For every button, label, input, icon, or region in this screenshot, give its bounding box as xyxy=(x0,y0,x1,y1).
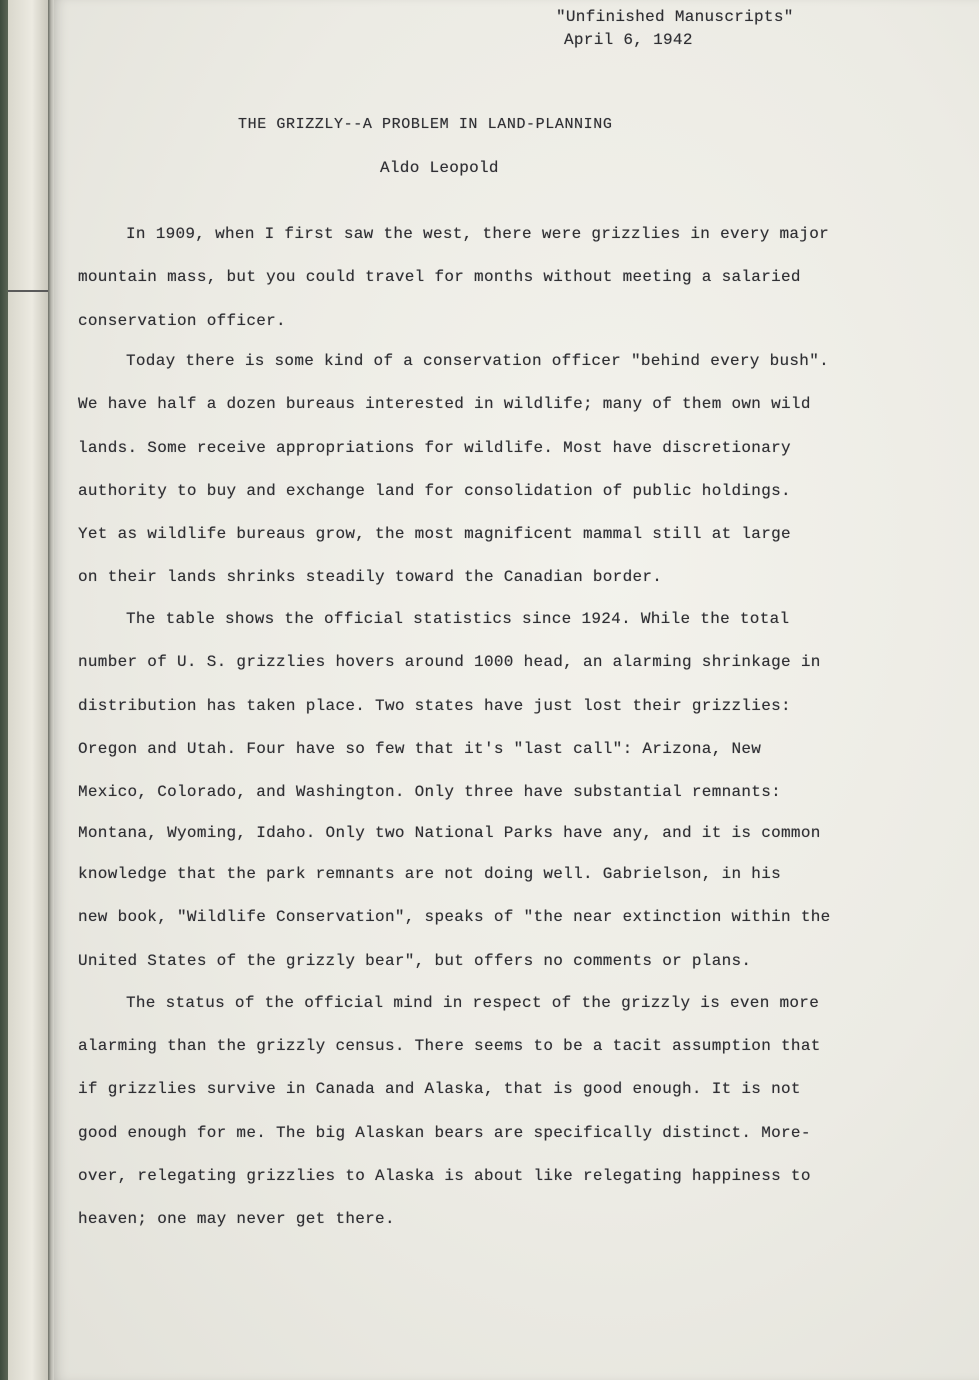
text-line: mountain mass, but you could travel for months without meeting a salaried xyxy=(78,268,801,286)
document-title: THE GRIZZLY--A PROBLEM IN LAND-PLANNING xyxy=(238,116,613,133)
text-line: new book, "Wildlife Conservation", speaks of "the near extinction within the xyxy=(78,908,831,926)
underlying-page-rule xyxy=(8,290,48,292)
header-source-label: "Unfinished Manuscripts" xyxy=(556,8,794,26)
document-author: Aldo Leopold xyxy=(380,159,499,177)
text-line: United States of the grizzly bear", but offers no comments or plans. xyxy=(78,952,752,970)
text-line: We have half a dozen bureaus interested in wildlife; many of them own wild xyxy=(78,395,811,413)
text-line: The table shows the official statistics since 1924. While the total xyxy=(126,610,790,628)
text-line: if grizzlies survive in Canada and Alaska, that is good enough. It is not xyxy=(78,1080,801,1098)
text-line: knowledge that the park remnants are not doing well. Gabrielson, in his xyxy=(78,865,782,883)
text-line: over, relegating grizzlies to Alaska is about like relegating happiness to xyxy=(78,1167,811,1185)
text-line: number of U. S. grizzlies hovers around 1000 head, an alarming shrinkage in xyxy=(78,653,821,671)
text-line: conservation officer. xyxy=(78,312,286,330)
text-line: In 1909, when I first saw the west, there were grizzlies in every major xyxy=(126,225,830,243)
manuscript-page xyxy=(54,0,979,1380)
text-line: Montana, Wyoming, Idaho. Only two National Parks have any, and it is common xyxy=(78,824,821,842)
underlying-page-edge xyxy=(8,0,48,1380)
header-date: April 6, 1942 xyxy=(564,31,693,49)
text-line: Today there is some kind of a conservation officer "behind every bush". xyxy=(126,352,830,370)
text-line: distribution has taken place. Two states have just lost their grizzlies: xyxy=(78,697,791,715)
text-line: authority to buy and exchange land for consolidation of public holdings. xyxy=(78,482,791,500)
book-spine xyxy=(0,0,8,1380)
text-line: on their lands shrinks steadily toward the Canadian border. xyxy=(78,568,663,586)
text-line: alarming than the grizzly census. There seems to be a tacit assumption that xyxy=(78,1037,821,1055)
text-line: heaven; one may never get there. xyxy=(78,1210,395,1228)
text-line: Oregon and Utah. Four have so few that it's "last call": Arizona, New xyxy=(78,740,762,758)
text-line: The status of the official mind in respect of the grizzly is even more xyxy=(126,994,820,1012)
text-line: Yet as wildlife bureaus grow, the most magnificent mammal still at large xyxy=(78,525,791,543)
text-line: lands. Some receive appropriations for wildlife. Most have discretionary xyxy=(78,439,791,457)
text-line: good enough for me. The big Alaskan bears are specifically distinct. More- xyxy=(78,1124,811,1142)
text-line: Mexico, Colorado, and Washington. Only three have substantial remnants: xyxy=(78,783,782,801)
